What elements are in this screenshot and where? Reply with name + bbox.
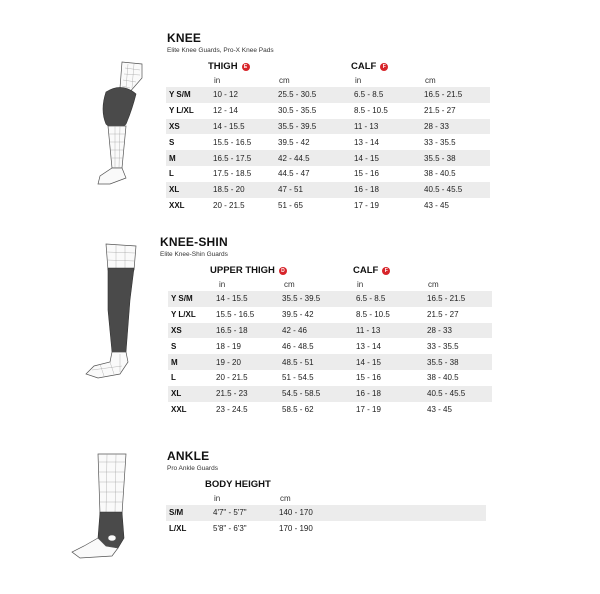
size-label: M	[168, 354, 216, 370]
knee-shin-table-body	[168, 291, 492, 417]
knee-shin-upper-thigh-label: UPPER THIGH	[210, 265, 275, 276]
measurement-cell: 38 - 40.5	[427, 373, 459, 383]
measurement-cell: 28 - 33	[424, 119, 490, 135]
measurement-cell: 17 - 19	[354, 200, 379, 210]
knee-shin-size-table	[168, 291, 492, 417]
measurement-cell: 42 - 46	[282, 323, 356, 339]
measurement-cell: 43 - 45	[424, 200, 449, 210]
knee-unit-in-2: in	[355, 76, 362, 85]
measurement-cell: 14 - 15	[356, 354, 427, 370]
table-row	[168, 323, 492, 339]
ankle-unit-cm: cm	[280, 494, 291, 503]
measurement-cell: 35.5 - 38	[427, 354, 492, 370]
size-label: XXL	[169, 200, 185, 210]
measurement-cell: 58.5 - 62	[282, 404, 314, 414]
measurement-cell: 6.5 - 8.5	[356, 291, 427, 307]
table-row	[166, 119, 490, 135]
knee-unit-cm-1: cm	[279, 76, 290, 85]
knee-shin-unit-in-2: in	[357, 280, 364, 289]
knee-table-body	[166, 87, 490, 213]
measurement-cell: 170 - 190	[279, 524, 313, 534]
measurement-cell: 13 - 14	[356, 341, 381, 351]
measurement-cell: 30.5 - 35.5	[278, 106, 317, 116]
knee-shin-guard-illustration	[80, 240, 150, 385]
knee-unit-cm-2: cm	[425, 76, 436, 85]
size-label: XS	[168, 323, 216, 339]
measurement-cell: 43 - 45	[427, 404, 452, 414]
measurement-cell: 15.5 - 16.5	[216, 310, 255, 320]
measurement-cell: 8.5 - 10.5	[356, 310, 390, 320]
size-label: M	[166, 150, 213, 166]
table-row	[166, 87, 490, 103]
knee-subtitle: Elite Knee Guards, Pro-X Knee Pads	[167, 47, 274, 54]
measurement-cell: 39.5 - 42	[282, 310, 314, 320]
measurement-cell: 39.5 - 42	[278, 137, 310, 147]
table-row	[166, 505, 486, 521]
ankle-guard-illustration	[70, 452, 150, 562]
measurement-cell: 12 - 14	[213, 106, 238, 116]
knee-unit-in-1: in	[214, 76, 221, 85]
measurement-cell: 51 - 65	[278, 200, 303, 210]
size-label: Y S/M	[168, 291, 216, 307]
measurement-cell: 20 - 21.5	[213, 200, 245, 210]
knee-shin-upper-thigh-badge: D	[279, 267, 287, 275]
measurement-cell: 14 - 15	[354, 150, 424, 166]
size-label: L	[171, 373, 176, 383]
size-label: XXL	[171, 404, 187, 414]
measurement-cell: 16 - 18	[356, 386, 427, 402]
size-label: Y L/XL	[171, 310, 196, 320]
knee-thigh-header	[208, 61, 250, 72]
table-row	[168, 402, 492, 418]
knee-shin-unit-in-1: in	[219, 280, 226, 289]
measurement-cell: 16.5 - 21.5	[427, 291, 492, 307]
measurement-cell: 18 - 19	[216, 341, 241, 351]
size-label: XL	[168, 386, 216, 402]
knee-calf-badge: F	[380, 63, 388, 71]
table-row	[168, 354, 492, 370]
table-row	[166, 150, 490, 166]
measurement-cell: 40.5 - 45.5	[424, 182, 490, 198]
measurement-cell: 5'8" - 6'3"	[213, 524, 247, 534]
size-label: S	[171, 341, 177, 351]
measurement-cell: 47 - 51	[278, 182, 354, 198]
ankle-size-table	[166, 505, 486, 537]
measurement-cell: 38 - 40.5	[424, 169, 456, 179]
measurement-cell: 54.5 - 58.5	[282, 386, 356, 402]
measurement-cell: 15.5 - 16.5	[213, 137, 252, 147]
knee-shin-calf-header	[353, 265, 390, 276]
table-row	[166, 182, 490, 198]
knee-shin-unit-cm-1: cm	[284, 280, 295, 289]
measurement-cell: 25.5 - 30.5	[278, 87, 354, 103]
knee-guard-illustration	[70, 58, 162, 193]
measurement-cell: 17 - 19	[356, 404, 381, 414]
knee-calf-label: CALF	[351, 61, 377, 72]
knee-shin-calf-label: CALF	[353, 265, 379, 276]
measurement-cell: 10 - 12	[213, 87, 278, 103]
measurement-cell: 11 - 13	[356, 323, 427, 339]
size-label: XL	[166, 182, 213, 198]
measurement-cell: 6.5 - 8.5	[354, 87, 424, 103]
measurement-cell: 46 - 48.5	[282, 341, 314, 351]
knee-title: KNEE	[167, 31, 202, 45]
table-row	[166, 198, 490, 214]
measurement-cell: 16 - 18	[354, 182, 424, 198]
table-row	[168, 291, 492, 307]
measurement-cell: 40.5 - 45.5	[427, 386, 492, 402]
knee-shin-subtitle: Elite Knee-Shin Guards	[160, 251, 228, 258]
ankle-subtitle: Pro Ankle Guards	[167, 465, 218, 472]
measurement-cell: 35.5 - 39.5	[278, 119, 354, 135]
size-label: S/M	[166, 505, 213, 521]
measurement-cell: 16.5 - 18	[216, 323, 282, 339]
measurement-cell: 8.5 - 10.5	[354, 106, 388, 116]
knee-shin-calf-badge: F	[382, 267, 390, 275]
table-row	[168, 307, 492, 323]
measurement-cell: 21.5 - 27	[424, 106, 456, 116]
knee-calf-header	[351, 61, 388, 72]
measurement-cell: 20 - 21.5	[216, 373, 248, 383]
size-label: S	[169, 137, 175, 147]
ankle-unit-in: in	[214, 494, 221, 503]
measurement-cell: 35.5 - 38	[424, 150, 490, 166]
ankle-body-height-label: BODY HEIGHT	[205, 479, 271, 490]
knee-thigh-label: THIGH	[208, 61, 238, 72]
measurement-cell: 28 - 33	[427, 323, 492, 339]
measurement-cell: 16.5 - 21.5	[424, 87, 490, 103]
table-row	[168, 370, 492, 386]
measurement-cell: 11 - 13	[354, 119, 424, 135]
measurement-cell: 19 - 20	[216, 354, 282, 370]
measurement-cell: 51 - 54.5	[282, 373, 314, 383]
measurement-cell: 42 - 44.5	[278, 150, 354, 166]
measurement-cell: 16.5 - 17.5	[213, 150, 278, 166]
size-label: L	[169, 169, 174, 179]
measurement-cell: 14 - 15.5	[216, 291, 282, 307]
measurement-cell: 18.5 - 20	[213, 182, 278, 198]
ankle-table-body	[166, 505, 486, 537]
measurement-cell: 4'7" - 5'7"	[213, 505, 279, 521]
measurement-cell: 33 - 35.5	[427, 341, 459, 351]
measurement-cell: 14 - 15.5	[213, 119, 278, 135]
table-row	[168, 338, 492, 354]
size-label: Y L/XL	[169, 106, 194, 116]
size-label: L/XL	[169, 524, 187, 534]
table-row	[166, 166, 490, 182]
size-label: Y S/M	[166, 87, 213, 103]
knee-shin-upper-thigh-header	[210, 265, 287, 276]
table-row	[166, 521, 486, 537]
knee-thigh-badge: E	[242, 63, 250, 71]
knee-shin-unit-cm-2: cm	[428, 280, 439, 289]
table-row	[168, 386, 492, 402]
measurement-cell: 15 - 16	[356, 373, 381, 383]
measurement-cell: 33 - 35.5	[424, 137, 456, 147]
measurement-cell: 140 - 170	[279, 505, 486, 521]
measurement-cell: 13 - 14	[354, 137, 379, 147]
measurement-cell: 48.5 - 51	[282, 354, 356, 370]
knee-shin-title: KNEE-SHIN	[160, 235, 228, 249]
knee-size-table	[166, 87, 490, 213]
measurement-cell: 21.5 - 23	[216, 386, 282, 402]
ankle-title: ANKLE	[167, 449, 210, 463]
table-row	[166, 134, 490, 150]
measurement-cell: 17.5 - 18.5	[213, 169, 252, 179]
measurement-cell: 35.5 - 39.5	[282, 291, 356, 307]
size-label: XS	[166, 119, 213, 135]
measurement-cell: 15 - 16	[354, 169, 379, 179]
measurement-cell: 44.5 - 47	[278, 169, 310, 179]
table-row	[166, 103, 490, 119]
ankle-body-height-header	[205, 479, 271, 490]
measurement-cell: 21.5 - 27	[427, 310, 459, 320]
measurement-cell: 23 - 24.5	[216, 404, 248, 414]
